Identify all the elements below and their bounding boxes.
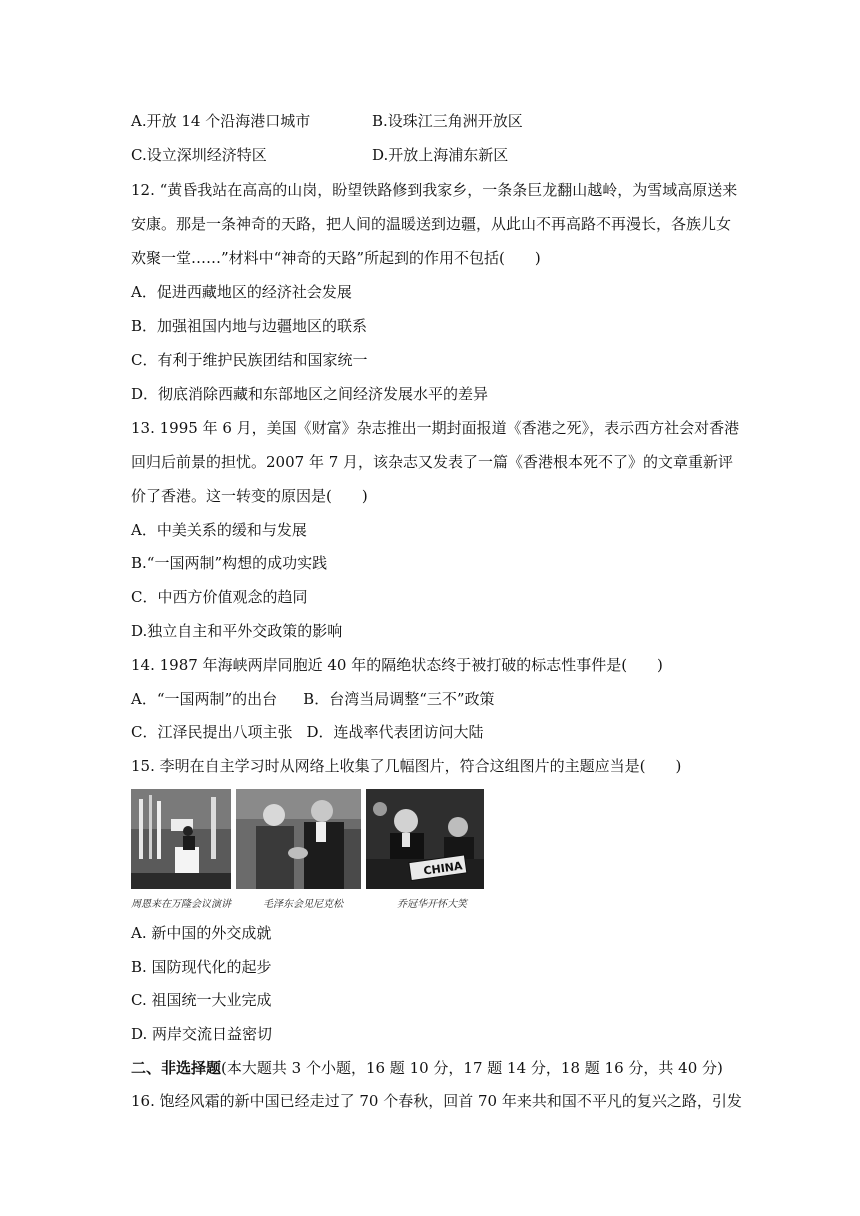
caption-2: 毛泽东会见尼克松 [263, 899, 343, 910]
q13-stem-line-3: 价了香港。这一转变的原因是( ) [131, 487, 368, 505]
photo-qiao-guanhua-laughing [366, 789, 484, 889]
q13-option-d: D.独立自主和平外交政策的影响 [131, 622, 343, 640]
q15-option-c: C. 祖国统一大业完成 [131, 991, 272, 1009]
caption-1: 周恩来在万隆会议演讲 [131, 899, 231, 910]
q14-stem: 14. 1987 年海峡两岸同胞近 40 年的隔绝状态终于被打破的标志性事件是( ) [131, 656, 663, 674]
q11-option-a: A.开放 14 个沿海港口城市 [131, 112, 311, 130]
q11-option-c: C.设立深圳经济特区 [131, 146, 267, 164]
china-name-plate: CHINA [422, 859, 464, 878]
section-2-heading [131, 1058, 723, 1078]
q16-stem: 16. 饱经风霜的新中国已经走过了 70 个春秋，回首 70 年来共和国不平凡的复兴之路，引发 [131, 1092, 742, 1110]
photo-mao-meets-nixon [236, 789, 361, 889]
q11-option-d: D.开放上海浦东新区 [372, 146, 509, 164]
q12-option-b: B．加强祖国内地与边疆地区的联系 [131, 317, 368, 335]
q13-option-a: A．中美关系的缓和与发展 [131, 521, 307, 539]
q13-stem-line-1: 13. 1995 年 6 月，美国《财富》杂志推出一期封面报道《香港之死》，表示西方社会对香港 [131, 419, 740, 437]
q13-option-b: B.“一国两制”构想的成功实践 [131, 554, 328, 572]
q12-option-a: A．促进西藏地区的经济社会发展 [131, 283, 352, 301]
q12-stem-line-1: 12. “黄昏我站在高高的山岗，盼望铁路修到我家乡，一条条巨龙翻山越岭，为雪域高原送来 [131, 181, 738, 199]
q13-option-c: C．中西方价值观念的趋同 [131, 588, 308, 606]
section-2-note: (本大题共 3 个小题，16 题 10 分，17 题 14 分，18 题 16 分，共 40 分) [221, 1059, 723, 1077]
q11-option-row-2 [131, 145, 509, 165]
q11-option-row-1 [131, 111, 523, 131]
caption-3: 乔冠华开怀大笑 [397, 899, 467, 910]
q14-option-d: D．连战率代表团访问大陆 [306, 723, 484, 741]
q13-stem-line-2: 回归后前景的担忧。2007 年 7 月，该杂志又发表了一篇《香港根本死不了》的文章重新评 [131, 453, 734, 471]
q15-option-a: A. 新中国的外交成就 [131, 924, 272, 942]
q15-photo-group [131, 789, 487, 911]
q15-option-b: B. 国防现代化的起步 [131, 958, 272, 976]
q14-option-row-1 [131, 689, 495, 709]
section-2-title: 二、非选择题 [131, 1059, 222, 1077]
photo-zhou-bandung-speech [131, 789, 231, 889]
q12-option-c: C．有利于维护民族团结和国家统一 [131, 351, 368, 369]
q14-option-a: A．“一国两制”的出台 [131, 690, 278, 708]
q15-option-d: D. 两岸交流日益密切 [131, 1025, 273, 1043]
q14-option-row-2 [131, 722, 484, 742]
q12-stem-line-2: 安康。那是一条神奇的天路，把人间的温暖送到边疆，从此山不再高路不再漫长，各族儿女 [131, 215, 732, 233]
q14-option-c: C．江泽民提出八项主张 [131, 723, 293, 741]
q15-stem: 15. 李明在自主学习时从网络上收集了几幅图片，符合这组图片的主题应当是( ) [131, 757, 682, 775]
q14-option-b: B．台湾当局调整“三不”政策 [303, 690, 495, 708]
q11-option-b: B.设珠江三角洲开放区 [372, 112, 523, 130]
q12-option-d: D．彻底消除西藏和东部地区之间经济发展水平的差异 [131, 385, 489, 403]
q12-stem-line-3: 欢聚一堂……”材料中“神奇的天路”所起到的作用不包括( ) [131, 249, 541, 267]
